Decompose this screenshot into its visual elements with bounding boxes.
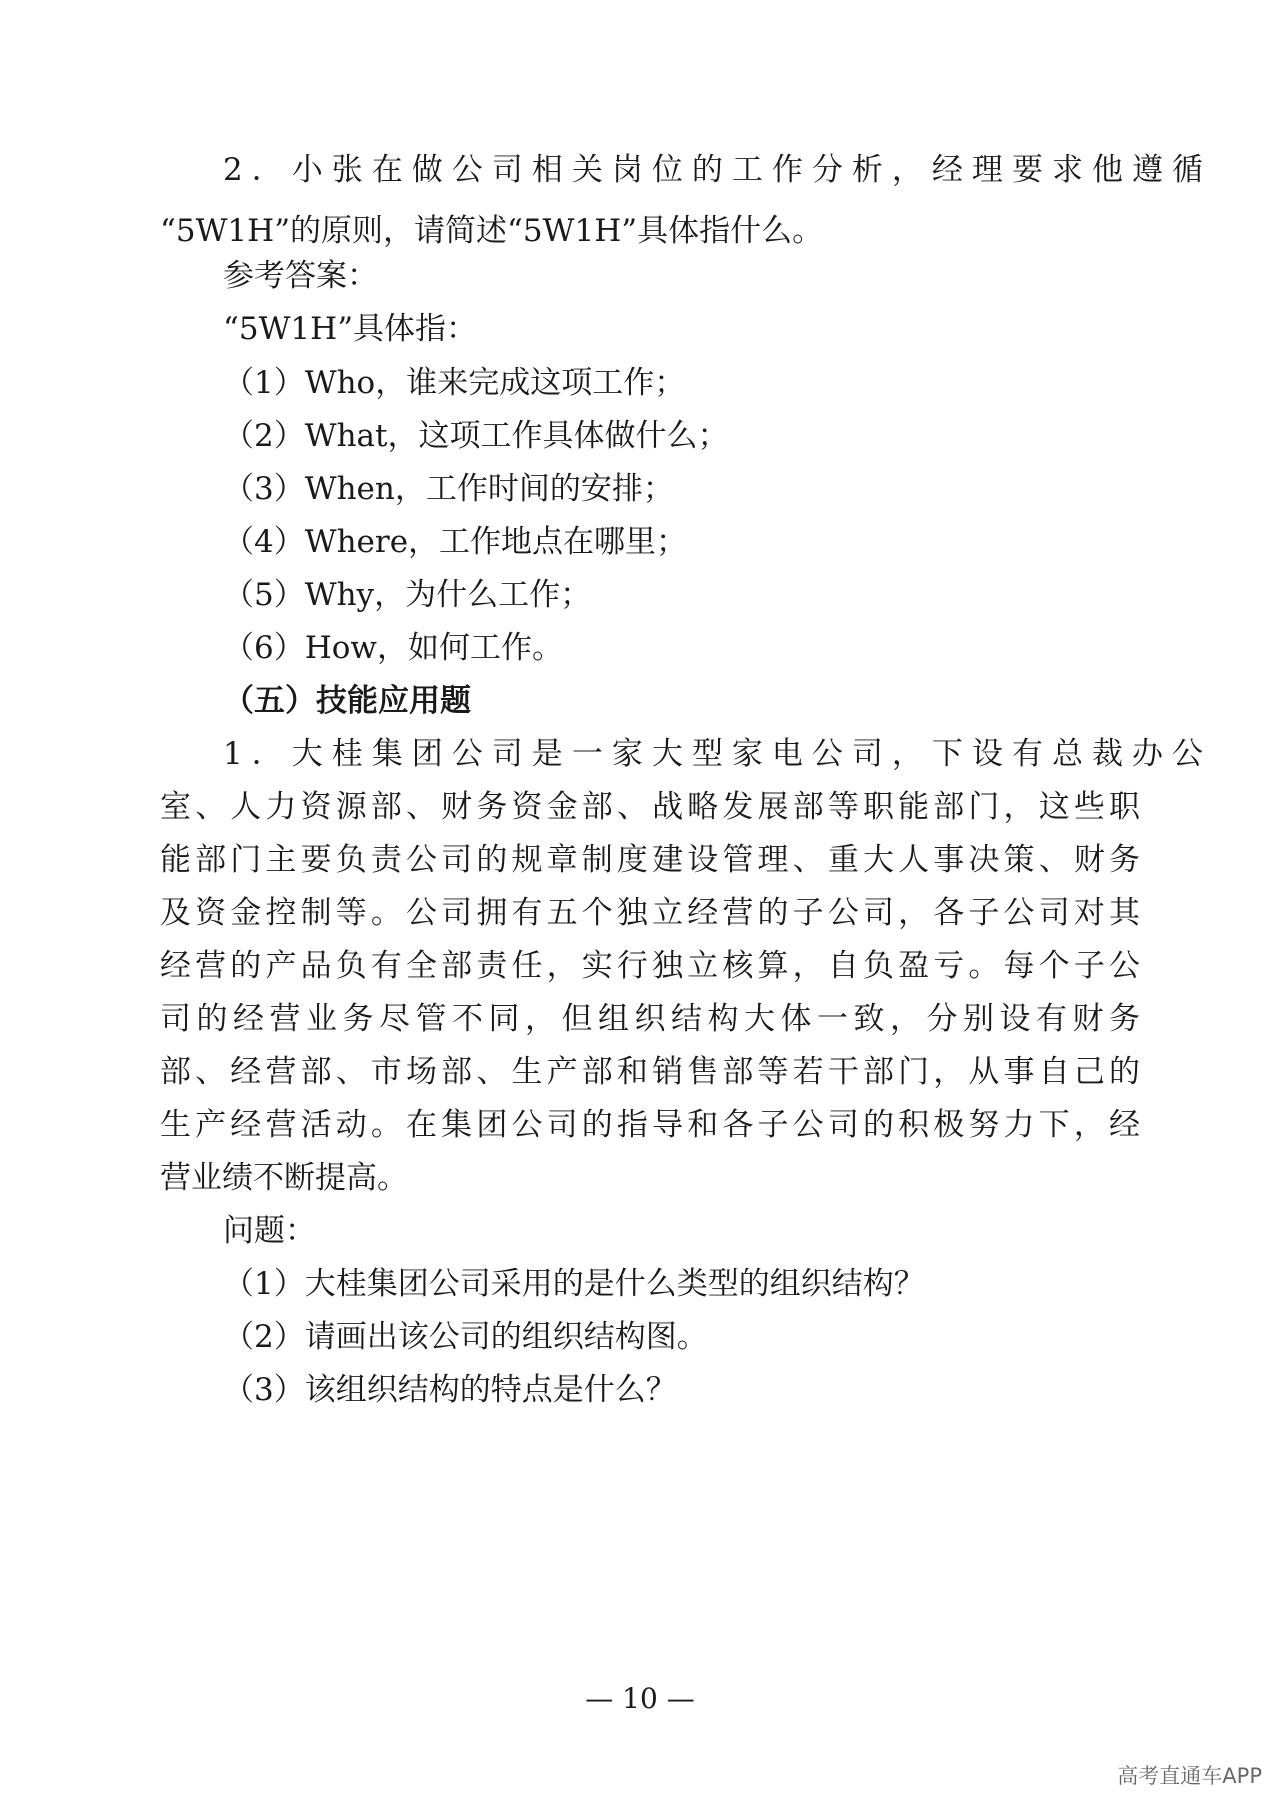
answer-item-3: （3）When，工作时间的安排； bbox=[223, 471, 674, 507]
questions-label: 问题： bbox=[223, 1213, 316, 1249]
case-paragraph-line: 部、经营部、市场部、生产部和销售部等若干部门，从事自己的 bbox=[160, 1054, 1140, 1090]
case-paragraph-line: 经营的产品负有全部责任，实行独立核算，自负盈亏。每个子公 bbox=[160, 948, 1140, 984]
case-paragraph-line: 能部门主要负责公司的规章制度建设管理、重大人事决策、财务 bbox=[160, 842, 1140, 878]
case-paragraph-line: 营业绩不断提高。 bbox=[160, 1160, 408, 1196]
answer-item-5: （5）Why，为什么工作； bbox=[223, 577, 592, 613]
case-paragraph-line: 1．大桂集团公司是一家大型家电公司，下设有总裁办公 bbox=[223, 736, 1203, 772]
answer-label: 参考答案： bbox=[223, 258, 378, 294]
question-item-1: （1）大桂集团公司采用的是什么类型的组织结构？ bbox=[223, 1266, 925, 1302]
answer-item-1: （1）Who，谁来完成这项工作； bbox=[223, 365, 686, 401]
question-item-3: （3）该组织结构的特点是什么？ bbox=[223, 1372, 677, 1408]
page-number: — 10 — bbox=[585, 1682, 695, 1715]
case-paragraph-line: 及资金控制等。公司拥有五个独立经营的子公司，各子公司对其 bbox=[160, 895, 1140, 931]
question-2-line-2: “5W1H”的原则，请简述“5W1H”具体指什么。 bbox=[160, 213, 824, 249]
watermark: 高考直通车APP bbox=[1117, 1764, 1262, 1788]
answer-item-2: （2）What，这项工作具体做什么； bbox=[223, 418, 729, 454]
case-paragraph-line: 室、人力资源部、财务资金部、战略发展部等职能部门，这些职 bbox=[160, 789, 1140, 825]
question-item-2: （2）请画出该公司的组织结构图。 bbox=[223, 1319, 708, 1355]
answer-intro: “5W1H”具体指： bbox=[223, 311, 478, 347]
answer-item-6: （6）How，如何工作。 bbox=[223, 630, 563, 666]
case-paragraph-line: 生产经营活动。在集团公司的指导和各子公司的积极努力下，经 bbox=[160, 1107, 1140, 1143]
case-paragraph-line: 司的经营业务尽管不同，但组织结构大体一致，分别设有财务 bbox=[160, 1001, 1140, 1037]
question-2-line-1: 2．小张在做公司相关岗位的工作分析，经理要求他遵循 bbox=[223, 152, 1203, 188]
section-heading: （五）技能应用题 bbox=[223, 683, 471, 719]
answer-item-4: （4）Where，工作地点在哪里； bbox=[223, 524, 688, 560]
